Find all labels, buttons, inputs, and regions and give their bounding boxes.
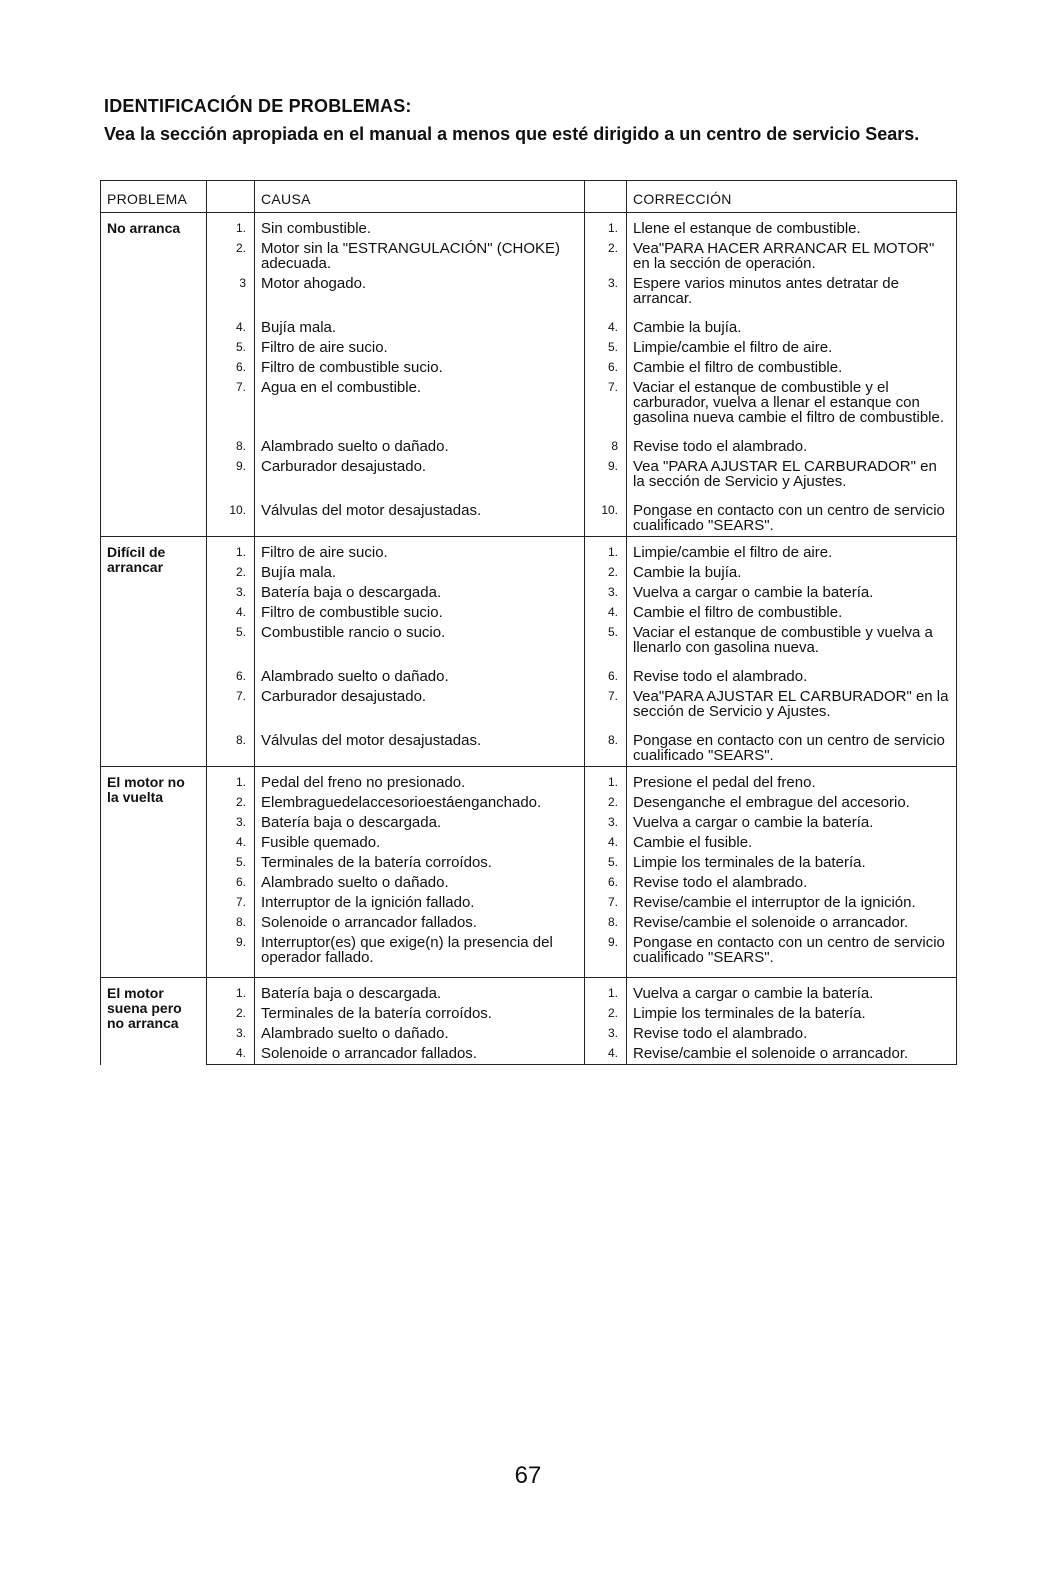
correction-text: Revise/cambie el interruptor de la ignición. [627, 893, 957, 913]
correction-text: Vuelva a cargar o cambie la batería. [627, 978, 957, 1005]
page-heading [104, 96, 964, 145]
table-row [101, 813, 957, 833]
correction-number: 10. [585, 501, 627, 537]
table-row [101, 978, 957, 1005]
table-row [101, 457, 957, 501]
table-row [101, 687, 957, 731]
cause-text: Interruptor(es) que exige(n) la presencia del operador fallado. [261, 934, 553, 966]
cause-text: Batería baja o descargada. [255, 978, 585, 1005]
correction-number: 1. [585, 213, 627, 240]
correction-text: Revise todo el alambrado. [627, 1024, 957, 1044]
correction-number: 9. [585, 933, 627, 978]
correction-text: Limpie/cambie el filtro de aire. [627, 338, 957, 358]
cause-number: 9. [207, 933, 255, 978]
cause-text: Motor sin la "ESTRANGULACIÓN" (CHOKE) adecuada. [261, 240, 561, 272]
correction-text: Vaciar el estanque de combustible y el carburador, vuelva a llenar el estanque con gasolina nueva cambie el filtro de combustible. [627, 378, 957, 437]
table-body [101, 213, 957, 1065]
correction-number: 6. [585, 358, 627, 378]
table-row [101, 1004, 957, 1024]
cause-text: Motor ahogado. [261, 275, 367, 292]
correction-text: Vea"PARA AJUSTAR EL CARBURADOR" en la sección de Servicio y Ajustes. [627, 687, 957, 731]
correction-text: Vaciar el estanque de combustible y vuelva a llenarlo con gasolina nueva. [627, 623, 957, 667]
correction-number: 8. [585, 731, 627, 767]
correction-number: 3. [585, 274, 627, 318]
cause-text: Batería baja o descargada. [261, 584, 442, 601]
table-row [101, 603, 957, 623]
cause-text: Filtro de aire sucio. [261, 339, 388, 356]
correction-number: 1. [585, 978, 627, 1005]
correction-text: Pongase en contacto con un centro de servicio cualificado "SEARS". [627, 731, 957, 767]
cause-number: 3 [207, 274, 255, 318]
correction-text: Revise todo el alambrado. [627, 873, 957, 893]
correction-number: 5. [585, 338, 627, 358]
cause-number: 6. [207, 358, 255, 378]
correction-text: Revise todo el alambrado. [627, 667, 957, 687]
table-row [101, 833, 957, 853]
cause-text: Fusible quemado. [261, 834, 381, 851]
correction-number: 9. [585, 457, 627, 501]
correction-text: Desenganche el embrague del accesorio. [627, 793, 957, 813]
cause-text: Válvulas del motor desajustadas. [261, 732, 482, 749]
cause-number: 4. [207, 318, 255, 338]
correction-number: 3. [585, 1024, 627, 1044]
correction-text: Revise/cambie el solenoide o arrancador. [627, 913, 957, 933]
cause-text: Elembraguedelaccesorioestáenganchado. [261, 794, 542, 811]
cause-number: 3. [207, 583, 255, 603]
cause-text: Alambrado suelto o dañado. [261, 438, 449, 455]
table-row [101, 239, 957, 274]
correction-text: Cambie la bujía. [627, 563, 957, 583]
correction-number: 2. [585, 563, 627, 583]
cause-number: 1. [207, 537, 255, 564]
correction-number: 2. [585, 793, 627, 813]
cause-number: 9. [207, 457, 255, 501]
cause-number: 2. [207, 1004, 255, 1024]
cause-number: 1. [207, 767, 255, 794]
table-row [101, 537, 957, 564]
page-number: 67 [514, 1462, 542, 1489]
cause-text: Alambrado suelto o dañado. [261, 874, 449, 891]
cause-text: Filtro de combustible sucio. [261, 604, 443, 621]
correction-text: Pongase en contacto con un centro de servicio cualificado "SEARS". [627, 933, 957, 978]
table-row [101, 213, 957, 240]
cause-number: 2. [207, 239, 255, 274]
table-row [101, 913, 957, 933]
correction-text: Limpie los terminales de la batería. [627, 1004, 957, 1024]
correction-number: 5. [585, 623, 627, 667]
header-problem: PROBLEMA [101, 181, 207, 213]
cause-text: Filtro de combustible sucio. [261, 359, 443, 376]
cause-number: 6. [207, 667, 255, 687]
cause-text: Terminales de la batería corroídos. [261, 854, 492, 871]
cause-text: Solenoide o arrancador fallados. [261, 914, 477, 931]
cause-text: Batería baja o descargada. [261, 814, 442, 831]
cause-number: 4. [207, 833, 255, 853]
correction-number: 3. [585, 583, 627, 603]
problem-cell: No arranca [101, 213, 207, 537]
correction-text: Limpie los terminales de la batería. [627, 853, 957, 873]
table-row [101, 793, 957, 813]
cause-number: 7. [207, 378, 255, 437]
correction-text: Presione el pedal del freno. [627, 767, 957, 794]
cause-number: 8. [207, 437, 255, 457]
cause-text: Agua en el combustible. [261, 379, 422, 396]
cause-text: Pedal del freno no presionado. [255, 767, 585, 794]
correction-number: 8 [585, 437, 627, 457]
correction-text: Cambie la bujía. [627, 318, 957, 338]
cause-text: Combustible rancio o sucio. [261, 624, 446, 641]
table-row [101, 853, 957, 873]
cause-text: Alambrado suelto o dañado. [261, 1025, 449, 1042]
cause-number: 4. [207, 1044, 255, 1065]
table-row [101, 767, 957, 794]
header-cause: CAUSA [255, 181, 585, 213]
header-correction: CORRECCIÓN [627, 181, 957, 213]
correction-text: Vea "PARA AJUSTAR EL CARBURADOR" en la sección de Servicio y Ajustes. [627, 457, 957, 501]
table-row [101, 1044, 957, 1065]
cause-number: 3. [207, 813, 255, 833]
cause-number: 2. [207, 793, 255, 813]
cause-number: 5. [207, 623, 255, 667]
cause-text: Bujía mala. [261, 319, 337, 336]
correction-text: Vea"PARA HACER ARRANCAR EL MOTOR" en la sección de operación. [627, 239, 957, 274]
correction-number: 4. [585, 318, 627, 338]
correction-text: Limpie/cambie el filtro de aire. [627, 537, 957, 564]
correction-text: Cambie el filtro de combustible. [627, 603, 957, 623]
correction-text: Vuelva a cargar o cambie la batería. [627, 583, 957, 603]
cause-number: 8. [207, 731, 255, 767]
cause-text: Carburador desajustado. [261, 688, 427, 705]
table-row [101, 358, 957, 378]
cause-number: 1. [207, 978, 255, 1005]
page-title: IDENTIFICACIÓN DE PROBLEMAS: [104, 96, 412, 116]
table-row [101, 893, 957, 913]
cause-number: 10. [207, 501, 255, 537]
correction-number: 2. [585, 1004, 627, 1024]
problem-cell: El motor no la vuelta [101, 767, 207, 978]
correction-text: Pongase en contacto con un centro de servicio cualificado "SEARS". [627, 501, 957, 537]
table-row [101, 731, 957, 767]
cause-text: Bujía mala. [261, 564, 337, 581]
correction-text: Revise/cambie el solenoide o arrancador. [627, 1044, 957, 1065]
cause-text: Carburador desajustado. [261, 458, 427, 475]
table-row [101, 933, 957, 978]
table-row [101, 583, 957, 603]
correction-text: Vuelva a cargar o cambie la batería. [627, 813, 957, 833]
table-row [101, 318, 957, 338]
troubleshooting-table [100, 180, 957, 1065]
correction-number: 4. [585, 833, 627, 853]
correction-number: 7. [585, 687, 627, 731]
cause-number: 8. [207, 913, 255, 933]
table-row [101, 378, 957, 437]
correction-number: 6. [585, 667, 627, 687]
table-row [101, 274, 957, 318]
cause-number: 1. [207, 213, 255, 240]
correction-number: 3. [585, 813, 627, 833]
cause-text: Válvulas del motor desajustadas. [261, 502, 482, 519]
table-row [101, 501, 957, 537]
correction-text: Cambie el filtro de combustible. [627, 358, 957, 378]
table-row [101, 667, 957, 687]
correction-number: 5. [585, 853, 627, 873]
correction-number: 1. [585, 537, 627, 564]
cause-number: 7. [207, 687, 255, 731]
correction-text: Revise todo el alambrado. [627, 437, 957, 457]
correction-text: Cambie el fusible. [627, 833, 957, 853]
cause-text: Sin combustible. [255, 213, 585, 240]
table-header-row [101, 181, 957, 213]
header-blank [207, 181, 255, 213]
correction-number: 8. [585, 913, 627, 933]
cause-number: 2. [207, 563, 255, 583]
problem-cell: El motor suena pero no arranca [101, 978, 207, 1065]
cause-number: 5. [207, 338, 255, 358]
correction-number: 4. [585, 603, 627, 623]
problem-cell: Difícil de arrancar [101, 537, 207, 767]
cause-text: Solenoide o arrancador fallados. [255, 1044, 585, 1065]
correction-number: 1. [585, 767, 627, 794]
correction-number: 2. [585, 239, 627, 274]
cause-number: 3. [207, 1024, 255, 1044]
table-row [101, 873, 957, 893]
cause-number: 6. [207, 873, 255, 893]
correction-number: 7. [585, 893, 627, 913]
cause-text: Terminales de la batería corroídos. [261, 1005, 492, 1022]
header-blank [585, 181, 627, 213]
correction-number: 7. [585, 378, 627, 437]
cause-text: Interruptor de la ignición fallado. [261, 894, 475, 911]
cause-text: Filtro de aire sucio. [255, 537, 585, 564]
correction-number: 4. [585, 1044, 627, 1065]
table-row [101, 563, 957, 583]
table-row [101, 437, 957, 457]
table-row [101, 1024, 957, 1044]
page-subtitle: Vea la sección apropiada en el manual a menos que esté dirigido a un centro de servicio Sears. [104, 124, 920, 144]
cause-text: Alambrado suelto o dañado. [261, 668, 449, 685]
cause-number: 5. [207, 853, 255, 873]
correction-text: Espere varios minutos antes detratar de arrancar. [627, 274, 957, 318]
table-row [101, 338, 957, 358]
correction-number: 6. [585, 873, 627, 893]
correction-text: Llene el estanque de combustible. [627, 213, 957, 240]
cause-number: 7. [207, 893, 255, 913]
table-row [101, 623, 957, 667]
cause-number: 4. [207, 603, 255, 623]
